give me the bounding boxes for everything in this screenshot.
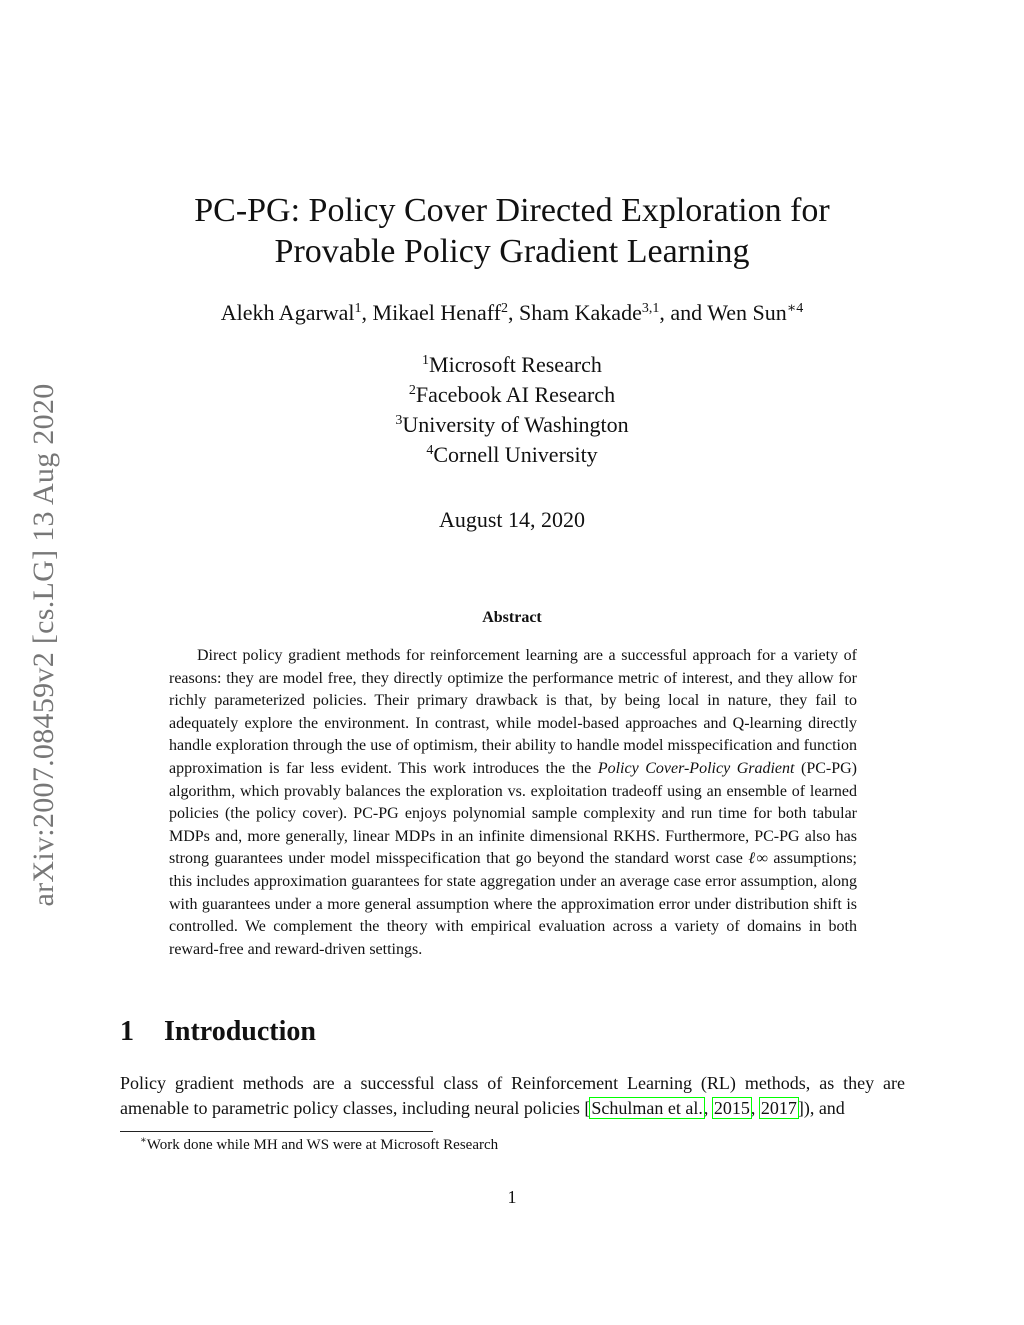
title-line-2: Provable Policy Gradient Learning (274, 233, 750, 270)
author-mark: 1 (354, 301, 362, 316)
affiliation-name: Cornell University (433, 442, 598, 467)
author-list (0, 298, 1024, 328)
affiliation-mark: 4 (426, 443, 434, 458)
citation-link-2017[interactable]: 2017 (760, 1098, 797, 1118)
footnote (140, 1137, 498, 1154)
abstract-text (169, 645, 857, 961)
paper-title (0, 190, 1024, 272)
author-agarwal: Alekh Agarwal (220, 300, 355, 325)
abstract-text-part-3: assumptions; this includes approximation guarantees for state aggregation under an average case error assumption, along with guarantees under a more general assumption where the approximation error under distribution shift is controlled. We complement the theory with empirical evaluation across a variety of domains in both reward-free and reward-driven settings. (169, 850, 857, 958)
intro-text: Policy gradient methods are a successful class of Reinforcement Learning (RL) methods, as they are amenable to parametric policy classes, including neural policies [ (120, 1073, 905, 1118)
affiliation-list (0, 350, 1024, 470)
arxiv-identifier-stamp: arXiv:2007.08459v2 [cs.LG] 13 Aug 2020 (27, 383, 60, 907)
page-number: 1 (507, 1187, 517, 1207)
affiliation-item (0, 350, 1024, 380)
citation-link-schulman[interactable]: Schulman et al. (591, 1098, 703, 1118)
footnote-text: Work done while MH and WS were at Microsoft Research (146, 1137, 499, 1153)
ell-infinity-symbol: ℓ∞ (748, 850, 768, 868)
affiliation-mark: 2 (408, 383, 416, 398)
intro-text-tail: ]), and (797, 1098, 845, 1118)
introduction-paragraph (120, 1071, 905, 1121)
author-separator: , and (659, 300, 708, 325)
author-kakade: Sham Kakade (519, 300, 642, 325)
section-number: 1 (120, 1016, 134, 1047)
publication-date: August 14, 2020 (438, 507, 586, 532)
footnote-mark: ∗ (140, 1135, 147, 1146)
affiliation-item (0, 440, 1024, 470)
author-henaff: Mikael Henaff (372, 300, 502, 325)
algorithm-name: Policy Cover-Policy Gradient (597, 759, 795, 777)
affiliation-name: Microsoft Research (429, 352, 602, 377)
author-mark: 3,1 (641, 301, 660, 316)
affiliation-name: University of Washington (402, 412, 629, 437)
affiliation-mark: 1 (422, 353, 430, 368)
section-title: Introduction (164, 1016, 316, 1047)
footnote-divider (120, 1131, 433, 1132)
citation-separator: , (703, 1098, 713, 1118)
citation-link-2015[interactable]: 2015 (713, 1098, 750, 1118)
affiliation-mark: 3 (395, 413, 403, 428)
affiliation-name: Facebook AI Research (415, 382, 616, 407)
abstract-heading: Abstract (482, 609, 542, 626)
abstract-text-part-2: (PC-PG) algorithm, which provably balances the exploration vs. exploitation tradeoff using an ensemble of learned policies (the policy cover). PC-PG enjoys polynomial sample complexity and run time for both tabular MDPs and, more generally, linear MDPs in an infinite dimensional RKHS. Furthermore, PC-PG also has strong guarantees under model misspecification that go beyond the standard worst case (169, 759, 857, 868)
author-sun: Wen Sun (707, 300, 787, 325)
affiliation-item (0, 410, 1024, 440)
section-heading-introduction (120, 1016, 316, 1048)
title-line-1: PC-PG: Policy Cover Directed Exploration for (194, 192, 830, 229)
abstract-text-part-1: Direct policy gradient methods for reinforcement learning are a successful approach for a variety of reasons: they are model free, they directly optimize the performance metric of interest, and they allow for richly parameterized policies. Their primary drawback is that, by being local in nature, they fail to adequately explore the environment. In contrast, while model-based approaches and Q-learning directly handle exploration through the use of optimism, their ability to handle model misspecification and function approximation is far less evident. This work introduces the the (169, 647, 857, 777)
author-separator: , (361, 300, 373, 325)
author-mark: ∗4 (786, 301, 804, 316)
affiliation-item (0, 380, 1024, 410)
author-separator: , (508, 300, 520, 325)
citation-separator: , (750, 1098, 760, 1118)
author-mark: 2 (501, 301, 509, 316)
